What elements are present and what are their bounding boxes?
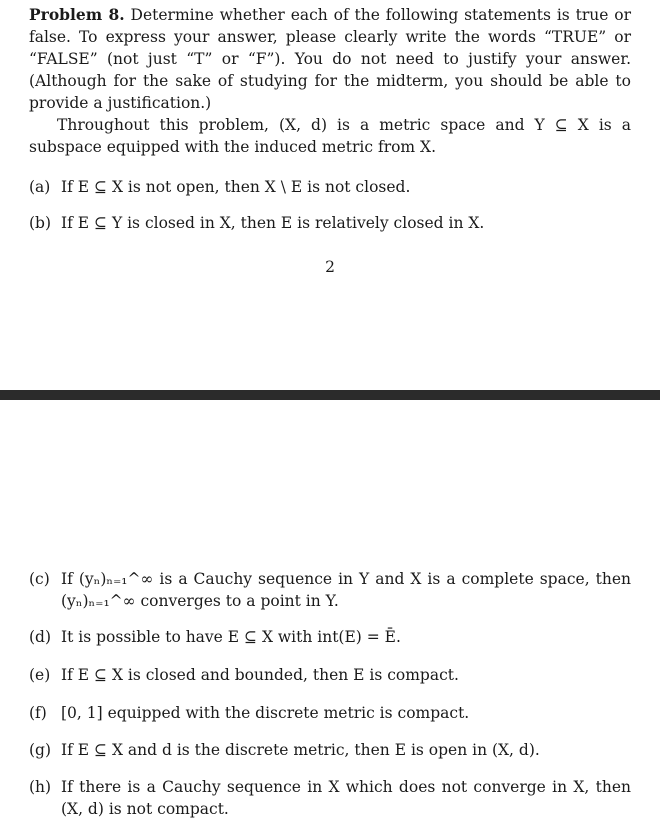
problem-instructions: Determine whether each of the following statements is true or false. To express your answer, please clearly write the words “TRUE” or “FALSE” (not just “T” or “F”). You do not need to justify your answer. (Although for the sake of studying for the midterm, you should be able to provide a justification.) bbox=[29, 6, 631, 112]
statement-b bbox=[29, 212, 631, 234]
statement-h bbox=[29, 776, 631, 820]
statement-g bbox=[29, 739, 631, 761]
statement-a bbox=[29, 176, 631, 198]
statement-f-text: [0, 1] equipped with the discrete metric is compact. bbox=[61, 704, 470, 722]
statement-f bbox=[29, 702, 631, 724]
statement-f-label: (f) bbox=[29, 704, 47, 722]
problem-intro bbox=[29, 4, 631, 114]
statement-c-label: (c) bbox=[29, 570, 50, 588]
statement-c bbox=[29, 568, 631, 612]
page-bottom bbox=[0, 400, 660, 824]
statement-e bbox=[29, 664, 631, 686]
statement-h-text: If there is a Cauchy sequence in X which does not converge in X, then (X, d) is not compact. bbox=[61, 778, 631, 818]
statement-d-label: (d) bbox=[29, 628, 52, 646]
problem-label: Problem 8. bbox=[29, 5, 125, 24]
statement-h-label: (h) bbox=[29, 778, 52, 796]
page-number: 2 bbox=[325, 258, 335, 276]
statement-b-label: (b) bbox=[29, 214, 52, 232]
statement-g-label: (g) bbox=[29, 741, 52, 759]
page-top bbox=[0, 0, 660, 390]
statement-g-text: If E ⊆ X and d is the discrete metric, then E is open in (X, d). bbox=[61, 741, 540, 759]
statement-e-text: If E ⊆ X is closed and bounded, then E is compact. bbox=[61, 666, 459, 684]
page-divider bbox=[0, 390, 660, 400]
statement-a-label: (a) bbox=[29, 178, 51, 196]
statement-a-text: If E ⊆ X is not open, then X \ E is not closed. bbox=[61, 178, 411, 196]
statement-b-text: If E ⊆ Y is closed in X, then E is relatively closed in X. bbox=[61, 214, 485, 232]
problem-setup: Throughout this problem, (X, d) is a metric space and Y ⊆ X is a subspace equipped with the induced metric from X. bbox=[29, 116, 631, 156]
statement-d-text: It is possible to have E ⊆ X with int(E) = Ē. bbox=[61, 628, 401, 646]
statement-e-label: (e) bbox=[29, 666, 51, 684]
statement-c-text: If (yₙ)ₙ₌₁^∞ is a Cauchy sequence in Y and X is a complete space, then (yₙ)ₙ₌₁^∞ converges to a point in Y. bbox=[61, 570, 631, 610]
statement-d bbox=[29, 626, 631, 648]
